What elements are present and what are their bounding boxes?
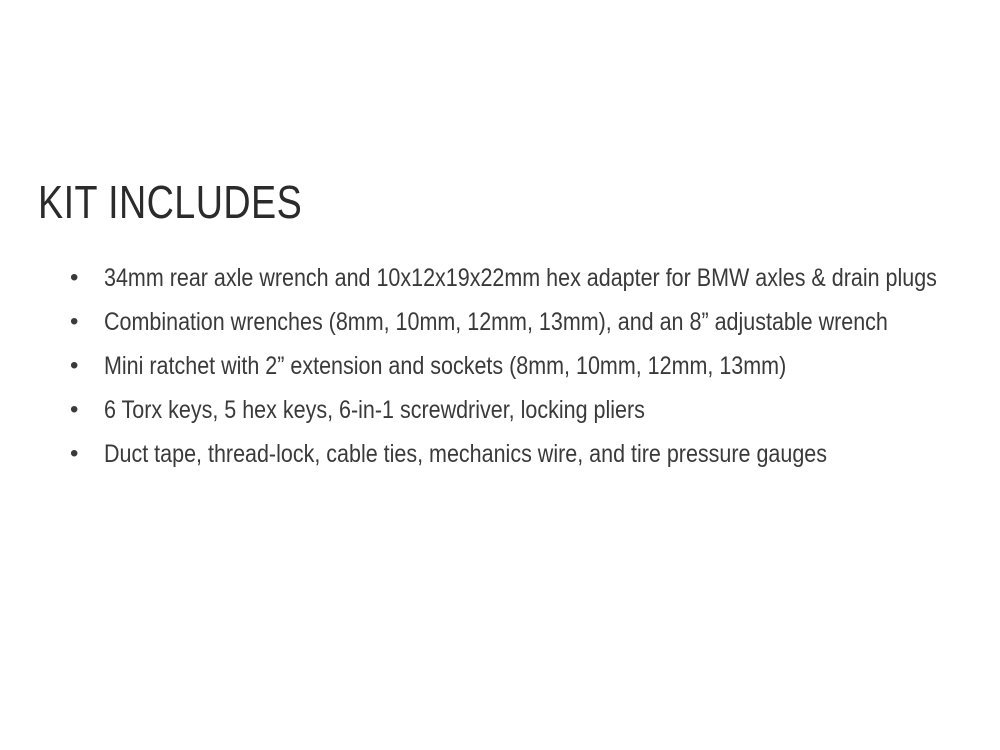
bullet-point-icon: • [70, 264, 79, 291]
page-title: KIT INCLUDES [38, 176, 303, 228]
list-item [62, 262, 942, 294]
list-item-text: Combination wrenches (8mm, 10mm, 12mm, 13mm), and an 8” adjustable wrench [104, 308, 888, 336]
list-item-text: Mini ratchet with 2” extension and sockets (8mm, 10mm, 12mm, 13mm) [104, 352, 787, 380]
bullet-point-icon: • [70, 308, 79, 335]
list-item-text: Duct tape, thread-lock, cable ties, mechanics wire, and tire pressure gauges [104, 440, 828, 468]
list-item [62, 306, 942, 338]
bullet-point-icon: • [70, 396, 79, 423]
bullet-point-icon: • [70, 440, 79, 467]
bullet-point-icon: • [70, 352, 79, 379]
kit-includes-list [62, 262, 942, 482]
list-item-text: 34mm rear axle wrench and 10x12x19x22mm hex adapter for BMW axles & drain plugs [104, 264, 937, 292]
list-item-text: 6 Torx keys, 5 hex keys, 6-in-1 screwdriver, locking pliers [104, 396, 645, 424]
list-item [62, 350, 942, 382]
list-item [62, 394, 942, 426]
list-item [62, 438, 942, 470]
